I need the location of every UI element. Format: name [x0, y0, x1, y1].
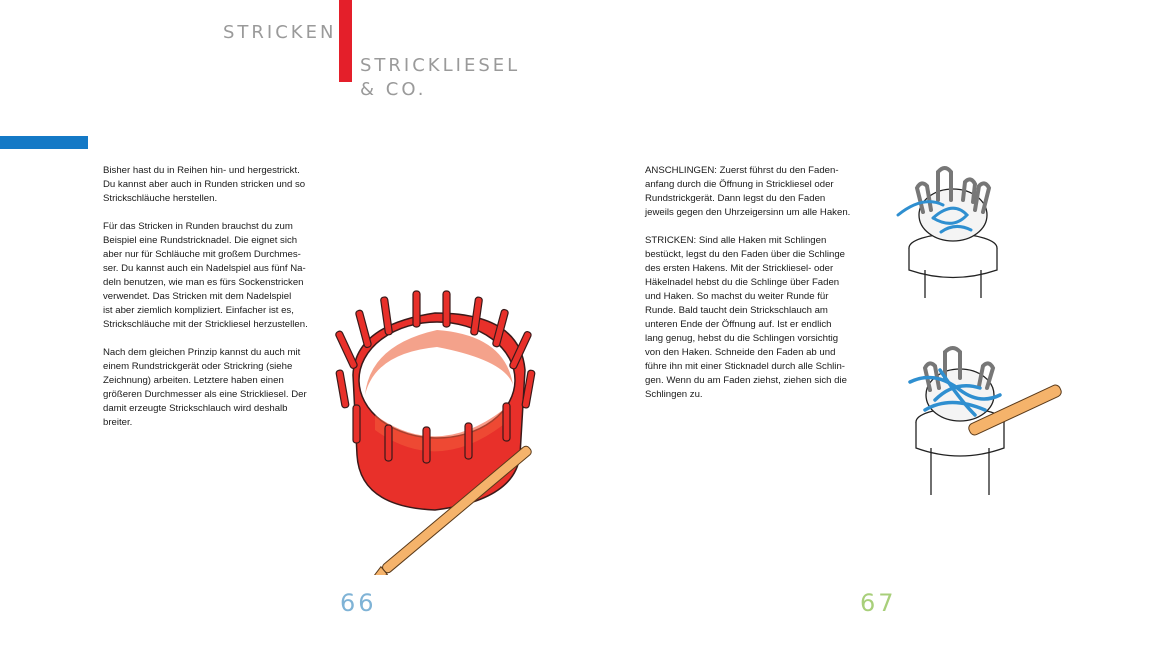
chapter-title — [360, 54, 520, 102]
right-page-text — [645, 164, 877, 416]
paragraph: Für das Stricken in Runden brauchst du zum Beispiel eine Rundstricknadel. Die eignet sich aber nur für Schläuche mit großem Durchmes- ser. Du kannst auch ein Nadelspiel aus fünf Na- deln benutzen, wie man es fürs Sockenstricken verwendet. Das Stricken mit dem Nadelspiel ist aber ziemlich kompliziert. Einfacher ist es, Strickschläuche mit der Strickliesel herzustellen. — [103, 221, 308, 330]
knitting-ring-illustration — [325, 285, 545, 575]
left-page-text — [103, 164, 335, 444]
chapter-title-line2: & CO. — [360, 79, 427, 100]
paragraph: Nach dem gleichen Prinzip kannst du auch mit einem Rundstrickgerät oder Strickring (siehe Zeichnung) arbeiten. Letztere haben einen größeren Durchmesser als eine Strickliesel. Der damit erzeugte Strickschlauch wird deshalb breiter. — [103, 347, 307, 428]
paragraph: STRICKEN: Sind alle Haken mit Schlingen bestückt, legst du den Faden über die Schlinge des ersten Hakens. Mit der Strickliesel- oder Häkelnadel hebst du die Schlinge über Faden und Haken. So machst du weiter Runde für Runde. Bald taucht dein Strickschlauch am unteren Ende der Öffnung auf. Ist er endlich lang genug, hebst du die Schlingen vorsichtig von den Haken. Schneide den Faden ab und führe ihn mit einer Sticknadel durch alle Schlin- gen. Wenn du am Faden ziehst, ziehen sich die Schlingen zu. — [645, 235, 847, 400]
page-number-left: 66 — [340, 589, 377, 617]
blue-accent-bar — [0, 136, 88, 149]
chapter-title-line1: STRICKLIESEL — [360, 55, 521, 76]
section-title: STRICKEN — [223, 22, 337, 43]
red-accent-bar — [339, 0, 352, 82]
paragraph: Bisher hast du in Reihen hin- und hergestrickt. Du kannst aber auch in Runden stricken und so Strickschläuche herstellen. — [103, 165, 306, 204]
paragraph: ANSCHLINGEN: Zuerst führst du den Faden- anfang durch die Öffnung in Strickliesel oder Rundstrickgerät. Dann legst du den Faden jeweils gegen den Uhrzeigersinn um alle Haken. — [645, 165, 851, 218]
strickliesel-knitting-illustration — [905, 340, 1070, 500]
strickliesel-wrapping-illustration — [893, 160, 1013, 300]
page-number-right: 67 — [860, 589, 897, 617]
